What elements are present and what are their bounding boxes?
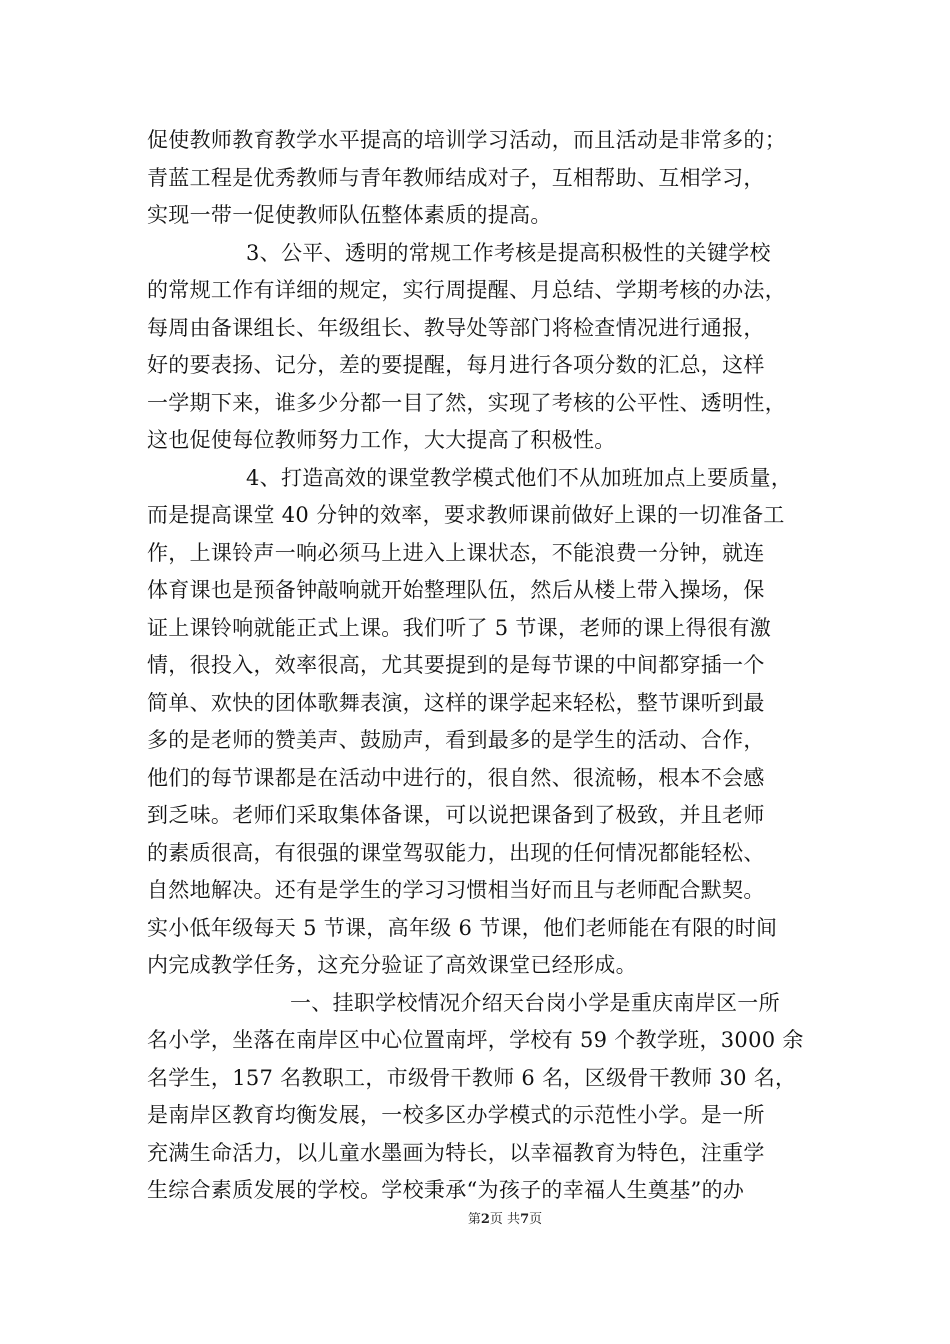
footer-middle: 页 共 xyxy=(489,1212,521,1227)
text-line: 作，上课铃声一响必须马上进入上课状态，不能浪费一分钟，就连 xyxy=(147,541,765,565)
text-line: 一学期下来，谁多少分都一目了然，实现了考核的公平性、透明性， xyxy=(147,391,786,415)
text-line: 实现一带一促使教师队伍整体素质的提高。 xyxy=(147,203,552,227)
text-line: 名学生，157 名教职工，市级骨干教师 6 名，区级骨干教师 30 名， xyxy=(147,1066,797,1090)
text-line: 体育课也是预备钟敲响就开始整理队伍，然后从楼上带入操场，保 xyxy=(147,578,765,602)
footer-suffix: 页 xyxy=(529,1212,543,1227)
page-footer xyxy=(0,1208,950,1227)
current-page-number: 2 xyxy=(480,1212,490,1227)
text-line: 自然地解决。还有是学生的学习习惯相当好而且与老师配合默契。 xyxy=(147,878,765,902)
text-line: 青蓝工程是优秀教师与青年教师结成对子，互相帮助、互相学习， xyxy=(147,166,765,190)
text-line: 好的要表扬、记分，差的要提醒，每月进行各项分数的汇总，这样 xyxy=(147,353,765,377)
text-line: 证上课铃响就能正式上课。我们听了 5 节课，老师的课上得很有激 xyxy=(147,616,772,640)
text-line: 到乏味。老师们采取集体备课，可以说把课备到了极致，并且老师 xyxy=(147,803,765,827)
text-line: 多的是老师的赞美声、鼓励声，看到最多的是学生的活动、合作， xyxy=(147,728,765,752)
text-line: 一、挂职学校情况介绍天台岗小学是重庆南岸区一所 xyxy=(290,991,780,1015)
text-line: 的常规工作有详细的规定，实行周提醒、月总结、学期考核的办法， xyxy=(147,278,786,302)
text-line: 的素质很高，有很强的课堂驾驭能力，出现的任何情况都能轻松、 xyxy=(147,841,765,865)
text-line: 而是提高课堂 40 分钟的效率，要求教师课前做好上课的一切准备工 xyxy=(147,503,785,527)
text-line: 每周由备课组长、年级组长、教导处等部门将检查情况进行通报， xyxy=(147,316,765,340)
total-pages-number: 7 xyxy=(520,1212,530,1227)
text-line: 他们的每节课都是在活动中进行的，很自然、很流畅，根本不会感 xyxy=(147,766,765,790)
text-line: 名小学，坐落在南岸区中心位置南坪，学校有 59 个教学班，3000 余 xyxy=(147,1028,804,1052)
text-line: 3、公平、透明的常规工作考核是提高积极性的关键学校 xyxy=(246,241,771,265)
text-line: 是南岸区教育均衡发展，一校多区办学模式的示范性小学。是一所 xyxy=(147,1103,765,1127)
text-line: 促使教师教育教学水平提高的培训学习活动，而且活动是非常多的； xyxy=(147,128,786,152)
text-line: 生综合素质发展的学校。学校秉承“为孩子的幸福人生奠基”的办 xyxy=(147,1178,745,1202)
footer-prefix: 第 xyxy=(467,1212,481,1227)
text-line: 情，很投入，效率很高，尤其要提到的是每节课的中间都穿插一个 xyxy=(147,653,765,677)
text-line: 这也促使每位教师努力工作，大大提高了积极性。 xyxy=(147,428,616,452)
text-line: 简单、欢快的团体歌舞表演，这样的课学起来轻松，整节课听到最 xyxy=(147,691,765,715)
text-line: 4、打造高效的课堂教学模式他们不从加班加点上要质量， xyxy=(246,466,793,490)
text-line: 实小低年级每天 5 节课，高年级 6 节课，他们老师能在有限的时间 xyxy=(147,916,778,940)
text-line: 充满生命活力，以儿童水墨画为特长，以幸福教育为特色，注重学 xyxy=(147,1141,765,1165)
text-line: 内完成教学任务，这充分验证了高效课堂已经形成。 xyxy=(147,953,637,977)
